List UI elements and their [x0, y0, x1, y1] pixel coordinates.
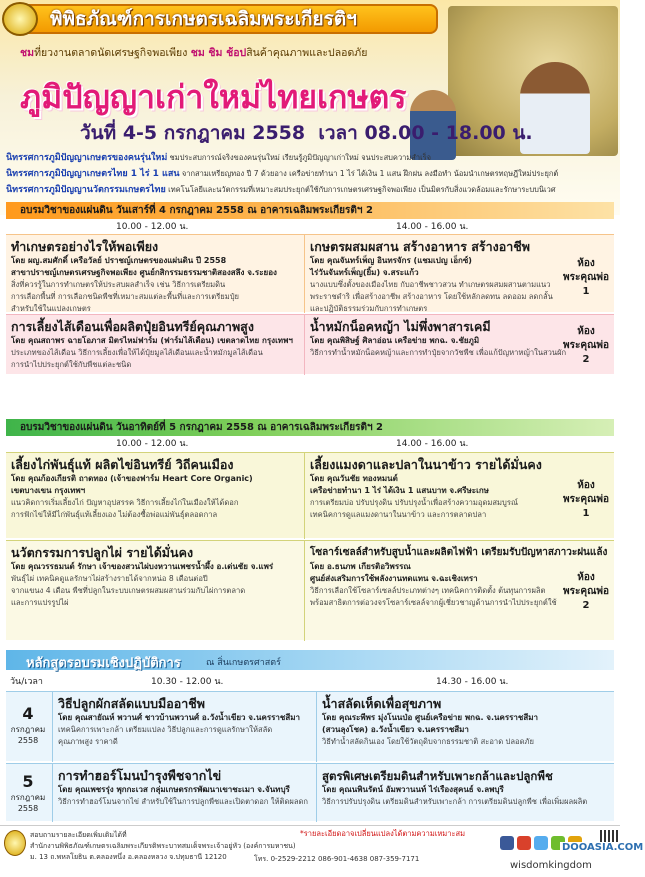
event-date: วันที่ 4-5 กรกฎาคม 2558 เวลา 08.00 - 18.00 น.	[80, 122, 533, 144]
workshop-section-header: หลักสูตรอบรมเชิงปฏิบัติการ ณ สิ่นเกษตรศาสตร์	[6, 650, 614, 670]
facebook-icon[interactable]	[500, 836, 514, 850]
day2-row1-pm-course: เลี้ยงแมงดาและปลาในนาข้าว รายได้มั่นคง โดย คุณวันชัย ทองหมนต์ เครือข่ายทำนา 1 ไร่ ได้เงิน 1 แสนบาท จ.ศรีษะเกษ การเตรียมบ่อ ปรับปรุงดิน ปรับปรุงน้ำเพื่อสร้างความอุดมสมบูรณ์ เทคนิคการดูแลแมงดานาในนาข้าว และการตลาดปลา	[304, 453, 550, 539]
contact-info: สอบถามรายละเอียดเพิ่มเติมได้ที่ สำนักงานพิพิธภัณฑ์เกษตรเฉลิมพระเกียรติพระบาทสมเด็จพระเจ้าอยู่หัว (องค์การมหาชน) ม. 13 ถ.พหลโยธิน ต.คลองหนึ่ง อ.คลองหลวง จ.ปทุมธานี 12120	[30, 831, 296, 861]
day1-time-bar: 10.00 - 12.00 น. 14.00 - 16.00 น.	[116, 222, 469, 232]
day2-row-1	[6, 452, 614, 538]
day2-row2-room: ห้อง พระคุณพ่อ 2	[563, 572, 609, 611]
phone-numbers: โทร. 0-2529-2212 086-901-4638 087-359-7171	[254, 855, 420, 863]
watermark: DOOASIA.COM	[562, 842, 644, 853]
twitter-icon[interactable]	[534, 836, 548, 850]
day1-row-2	[6, 314, 614, 374]
day1-section-header: อบรมวิชาของแผ่นดิน วันเสาร์ที่ 4 กรกฎาคม 2558 ณ อาคารเฉลิมพระเกียรติฯ 2	[6, 202, 614, 219]
workshop-row-1	[6, 691, 614, 761]
day2-row-2	[6, 540, 614, 640]
day1-row1-room: ห้อง พระคุณพ่อ 1	[563, 258, 609, 297]
footer	[0, 825, 644, 877]
day2-row1-room: ห้อง พระคุณพ่อ 1	[563, 480, 609, 519]
workshop-row2-day: 5 กรกฎาคม 2558	[10, 772, 46, 813]
exhibit-2: นิทรรศการภูมิปัญญาเกษตรไทย 1 ไร่ 1 แสน จากสามเหรียญทอง ปี 7 ด้วยอาง เครือข่ายทำนา 1 ไร่ ได้เงิน 1 แสน ฝึกฝน ลงมือทำ น้อมนำเกษตรทฤษฎีใหม่ประยุกต์	[6, 169, 559, 179]
disclaimer-note: *รายละเอียดอาจเปลี่ยนแปลงได้ตามความเหมาะสม	[300, 829, 466, 838]
day2-row2-am-course: นวัตกรรมการปลูกไผ่ รายได้มั่นคง โดย คุณวรรธมนต์ รักษา เจ้าของสวนไผ่บงหวานเพชรน้ำผึ้ง อ.เด่นชัย จ.แพร่ พันธุ์ไผ่ เทคนิคดูแลรักษาไผ่สร้างรายได้จากหน่อ 8 เดือนต่อปี จากแขนง 4 เดือน พืชที่ปลูกในระบบเกษตรผสมผสานร่วมกับไผ่การตลาด และการแปรรูปไผ่	[11, 545, 274, 607]
exhibit-1: นิทรรศการภูมิปัญญาเกษตรของคนรุ่นใหม่ ชมประสบการณ์จริงของคนรุ่นใหม่ เรียนรู้ภูมิปัญญาเก่าใหม่ จนประสบความสำเร็จ	[6, 153, 432, 163]
footer-logo	[4, 830, 26, 856]
museum-banner: พิพิธภัณฑ์การเกษตรเฉลิมพระเกียรติฯ	[8, 4, 438, 34]
workshop-row1-am-course: วิธีปลูกผักสลัดแบบมืออาชีพ โดย คุณสายัณห์ พวานศ์ ชาวบ้านพวานศ์ อ.วังน้ำเขียว จ.นครราชสีมา เทคนิคการเพาะกล้า เตรียมแปลง วิธีปลูกและการดูแลรักษาให้สลัด คุณภาพสูง ราคาดี	[52, 692, 316, 762]
workshop-row1-day: 4 กรกฎาคม 2558	[10, 704, 46, 745]
youtube-icon[interactable]	[517, 836, 531, 850]
museum-logo	[2, 2, 38, 36]
day2-row2-pm-course: โซลาร์เซลล์สำหรับสูบน้ำและผลิตไฟฟ้า เตรียมรับปัญหาสภาวะฝนแล้ง โดย อ.ธนภพ เกียรติอวิพรรณ ศูนย์ส่งเสริมการใช้พลังงานทดแทน จ.ฉะเชิงเทรา วิธีการเลือกใช้โซลาร์เซลล์ประเภทต่างๆ เทคนิคการติดตั้ง ต้นทุนการผลิต พร้อมสาธิตการต่อวงจรโซลาร์เซลล์จากผู้เชี่ยวชาญด้านการนำไปประยุกต์ใช้	[304, 541, 550, 641]
day1-row2-am-course: การเลี้ยงไส้เดือนเพื่อผลิตปุ๋ยอินทรีย์คุณภาพสูง โดย คุณสถาพร ฉายโอภาส มิตรไหม่ฟาร์ม (ฟาร์มไส้เดือน) เขตลาดไทย กรุงเทพฯ ประเภทของไส้เดือน วิธีการเลี้ยงเพื่อให้ได้ปุ๋ยมูลไส้เดือนและน้ำหมักมูลไส้เดือน การนำไปประยุกต์ใช้กับพืชแต่ละชนิด	[11, 319, 293, 369]
workshop-row2-pm-course: สูตรพิเศษเตรียมดินสำหรับเพาะกล้าและปลูกพืช โดย คุณนพินรัตน์ อัมพวานนท์ ไร่เรืองสุคนธ์ จ.ลพบุรี วิธีการปรับปรุงดิน เตรียมดินสำหรับเพาะกล้า การเตรียมดินปลูกพืช เพื่อเพิ่มผลผลิต	[316, 764, 614, 822]
main-title: ภูมิปัญญาเก่าใหม่ไทยเกษตร	[20, 78, 407, 116]
day1-row2-room: ห้อง พระคุณพ่อ 2	[563, 326, 609, 365]
workshop-row2-am-course: การทำฮอร์โมนบำรุงพืชจากไข่ โดย คุณเพชรรุ่ง พุกกะเวส กลุ่มเกษตรกรพัฒนาเขาชะเมา จ.จันทบุรี วิธีการทำฮอร์โมนจากไข่ สำหรับใช้ในการปลูกพืชและเปิดตาดอก ให้ติดผลดก	[52, 764, 316, 822]
website-text[interactable]: wisdomkingdom	[510, 860, 592, 871]
header-area	[0, 0, 620, 215]
day2-section-header: อบรมวิชาของแผ่นดิน วันอาทิตย์ที่ 5 กรกฎาคม 2558 ณ อาคารเฉลิมพระเกียรติฯ 2	[6, 419, 614, 436]
day1-row-1	[6, 234, 614, 312]
day2-row1-am-course: เลี้ยงไก่พันธุ์แท้ ผลิตไข่อินทรีย์ วิถีคนเมือง โดย คุณก้องเกียรติ ถาดทอง (เจ้าของฟาร์ม Heart Core Organic) เขตบางเขน กรุงเทพฯ แนวคิดการเริ่มเลี้ยงไก่ ปัญหาอุปสรรค วิธีการเลี้ยงไก่ในเมืองให้ได้ดอก การฟักไข่ให้มีไก่พันธุ์แท้เลี้ยงเอง ไม่ต้องซื้อพ่อแม่พันธุ์ตลอดกาล	[11, 457, 253, 519]
workshop-row-2	[6, 763, 614, 821]
day1-row1-pm-course: เกษตรผสมผสาน สร้างอาหาร สร้างอาชีพ โดย คุณจันทร์เพ็ญ อินทรจักร (แชมเปญ เอ็กซ์) ไร่วันจันทร์เพ็ญ(ยิ้ม) จ.สระแก้ว นางแบบซึ่งตั้งของเมืองไทย กับอาชีพชาวสวน ทำเกษตรผสมผสานตามแนว พระราชดำริ เพื่อสร้างอาชีพ สร้างอาหาร โดยใช้หลักลดทน ลดออม ลดกลั้น และปฏิบัติธรรมร่วมกับการทำเกษตร	[304, 235, 550, 313]
day2-time-bar: 10.00 - 12.00 น. 14.00 - 16.00 น.	[116, 439, 469, 449]
workshop-time-bar: วัน/เวลา 10.30 - 12.00 น. 14.30 - 16.00 น.	[10, 677, 509, 687]
workshop-row1-pm-course: น้ำสลัดเห็ดเพื่อสุขภาพ โดย คุณระพีพร มุ่งโนนป่อ ศูนย์เครือข่าย พกฉ. จ.นครราชสีมา (สวนลุงโชค) อ.วังน้ำเขียว จ.นครราชสีมา วิธีทำน้ำสลัดกินเอง โดยใช้วัตถุดิบจากธรรมชาติ สะอาด ปลอดภัย	[316, 692, 614, 762]
day1-row2-pm-course: น้ำหมักน็อคหญ้า ไม่พึ่งพาสารเคมี โดย คุณพิสิษฐ์ ศิลาอ่อน เครือข่าย พกฉ. จ.ชัยภูมิ วิธีการทำน้ำหมักน็อคหญ้าและการทำปุ๋ยจากวัชพืช เพื่อแก้ปัญหาหญ้าในสวนผัก	[304, 315, 550, 375]
market-subtitle: ชมที่ยวงานตลาดนัดเศรษฐกิจพอเพียง ชม ชิม ช้อปสินค้าคุณภาพและปลอดภัย	[20, 47, 368, 59]
exhibit-3: นิทรรศการภูมิปัญญานวัตกรรมเกษตรไทย เทคโนโลยีและนวัตกรรมที่เหมาะสมประยุกต์ใช้กับการเกษตรเศรษฐกิจพอเพียง เป็นมิตรกับสิ่งแวดล้อมและรักษาระบบนิเวศ	[6, 185, 556, 195]
day1-row1-am-course: ทำเกษตรอย่างไรให้พอเพียง โดย ผญ.สมศักดิ์ เครือวัลย์ ปราชญ์เกษตรของแผ่นดิน ปี 2558 สาขาปราชญ์เกษตรเศรษฐกิจพอเพียง ศูนย์กสิกรรมธรรมชาติสองสลึง จ.ระยอง สิ่งที่ควรรู้ในการทำเกษตรให้ประสบผลสำเร็จ เช่น วิธีการเตรียมดิน การเลือกพื้นที่ การเลือกชนิดพืชที่เหมาะสมแต่ละพื้นที่และการเตรียมปุ๋ย สำหรับใช้ในแปลงเกษตร	[11, 239, 277, 313]
